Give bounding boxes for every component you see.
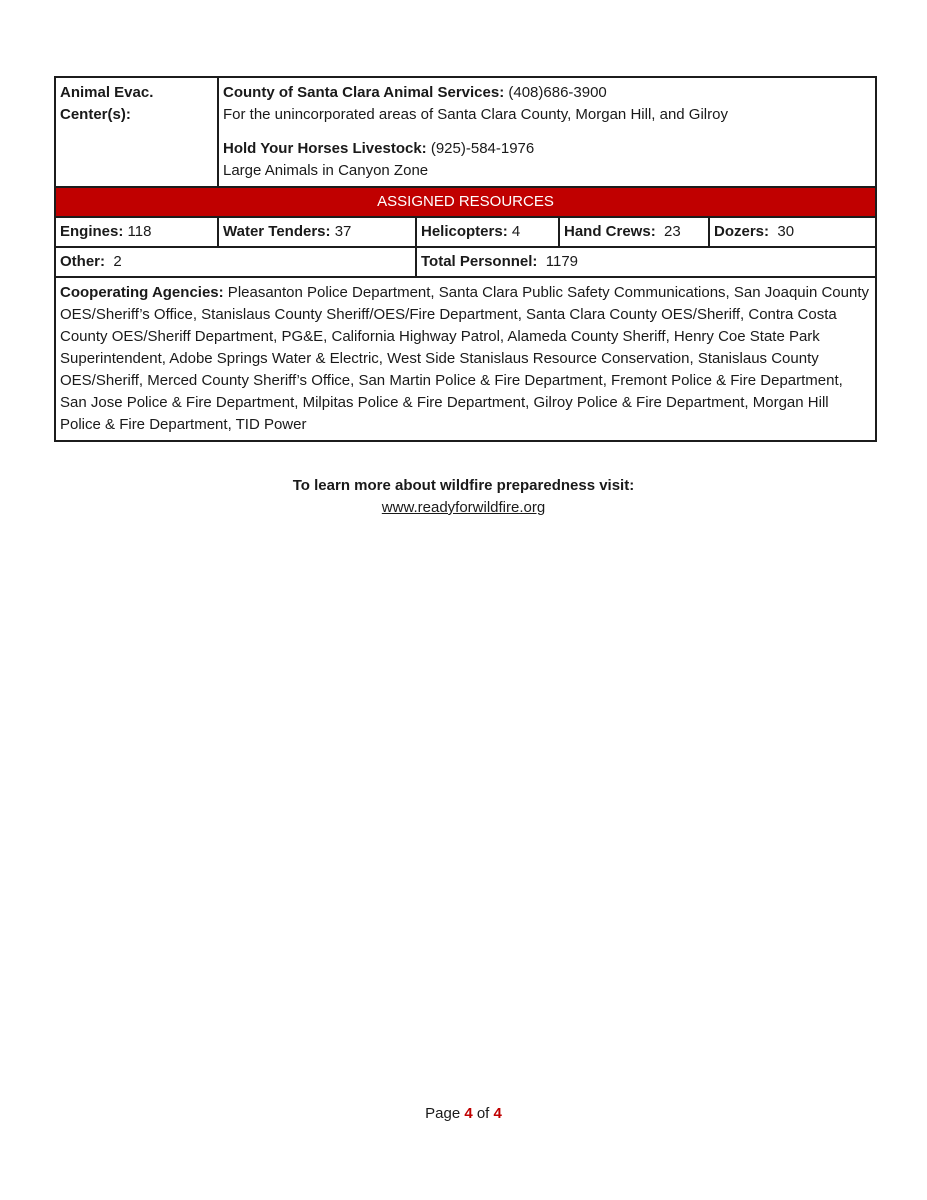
total-personnel-value: 1179 [537,253,578,270]
engines-value: 118 [123,223,152,240]
evac-center-1-phone: (408)686-3900 [504,84,607,101]
dozers-value: 30 [769,223,795,240]
resources-header: ASSIGNED RESOURCES [55,187,876,217]
cooperating-label: Cooperating Agencies: [60,284,224,301]
evac-center-1-name: County of Santa Clara Animal Services: [223,84,505,101]
helicopters-cell [416,217,559,247]
evac-center-1 [223,82,871,104]
cooperating-row [55,277,876,441]
learn-more-section [0,475,927,519]
other-label: Other: [60,253,105,270]
water-tenders-value: 37 [330,223,352,240]
evac-center-2-description: Large Animals in Canyon Zone [223,162,429,179]
resources-header-row [55,187,876,217]
evac-row [55,77,876,187]
evac-center-2 [223,138,871,160]
total-personnel-cell [416,247,876,277]
dozers-cell [709,217,876,247]
incident-info-table [54,76,877,442]
total-personnel-label: Total Personnel: [421,253,538,270]
dozers-label: Dozers: [714,223,770,240]
engines-cell [55,217,218,247]
wildfire-link[interactable]: www.readyforwildfire.org [381,499,546,516]
hand-crews-label: Hand Crews: [564,223,656,240]
evac-center-2-phone: (925)-584-1976 [426,140,535,157]
engines-label: Engines: [60,223,124,240]
evac-centers-cell [218,77,876,187]
water-tenders-cell [218,217,416,247]
page-current: 4 [464,1105,473,1122]
cooperating-cell [55,277,876,441]
page-number [0,1104,927,1124]
page-middle: of [472,1105,494,1122]
page-total: 4 [493,1105,502,1122]
resources-row-2 [55,247,876,277]
resources-row-1 [55,217,876,247]
helicopters-value: 4 [507,223,521,240]
cooperating-text: Pleasanton Police Department, Santa Clara Public Safety Communications, San Joaquin County OES/Sheriff’s Office, Stanislaus County Sheriff/OES/Fire Department, Santa Clara County OES/Sheriff, Contra Costa County OES/Sheriff Department, PG&E, California Highway Patrol, Alameda County Sheriff, Henry Coe State Park Superintendent, Adobe Springs Water & Electric, West Side Stanislaus Resource Conservation, Stanislaus County OES/Sheriff, Merced County Sheriff’s Office, San Martin Police & Fire Department, Fremont Police & Fire Department, San Jose Police & Fire Department, Milpitas Police & Fire Department, Gilroy Police & Fire Department, Morgan Hill Police & Fire Department, TID Power [60,284,869,433]
learn-more-text: To learn more about wildfire preparedness visit: [292,477,635,494]
other-value: 2 [105,253,122,270]
hand-crews-cell [559,217,709,247]
helicopters-label: Helicopters: [421,223,508,240]
water-tenders-label: Water Tenders: [223,223,331,240]
hand-crews-value: 23 [655,223,681,240]
page-prefix: Page [425,1105,465,1122]
evac-center-2-name: Hold Your Horses Livestock: [223,140,427,157]
evac-center-1-description: For the unincorporated areas of Santa Clara County, Morgan Hill, and Gilroy [223,106,728,123]
other-cell [55,247,416,277]
evac-label: Animal Evac. Center(s): [55,77,218,187]
